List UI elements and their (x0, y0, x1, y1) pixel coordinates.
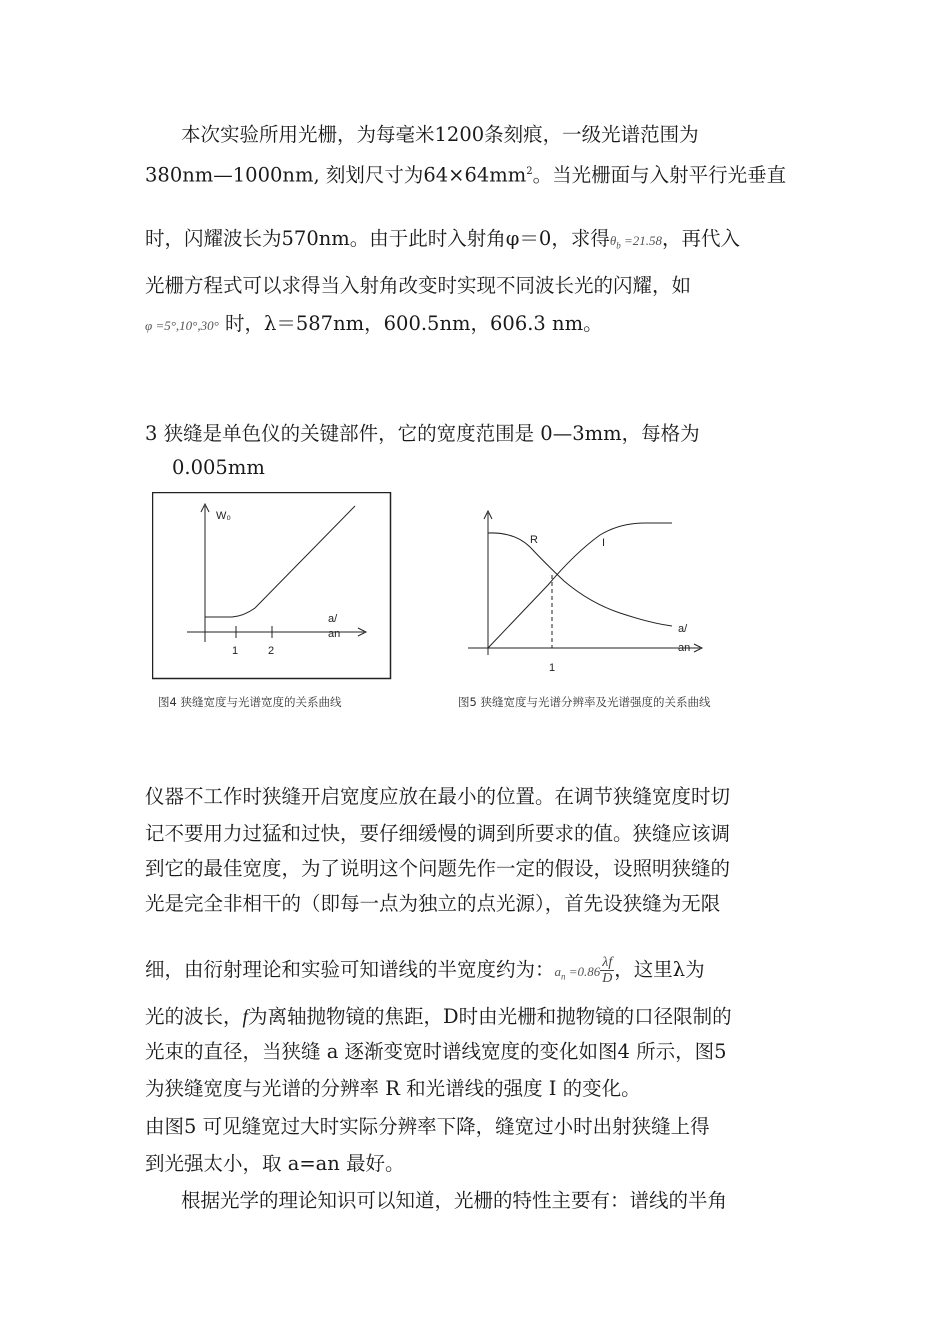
figure5-chart (460, 505, 720, 677)
para3-line1: 由图5 可见缝宽过大时实际分辨率下降，缝宽过小时出射狭缝上得 (145, 1115, 710, 1138)
half-width-formula: $a_n =0.86$ (554, 964, 601, 982)
para1-line3a: 时，闪耀波长为570nm。由于此时入射角φ＝0，求得 (145, 227, 610, 250)
para3-line2: 到光强太小，取 a=an 最好。 (145, 1152, 405, 1175)
figure5-xlabel-1: a/ (678, 623, 688, 635)
para2-line5b: ，这里λ为 (614, 958, 705, 981)
figure4-xlabel-1: a/ (328, 613, 338, 625)
item3-line2: 0.005mm (172, 456, 265, 479)
figure5-tick-label-1: 1 (549, 662, 556, 674)
para1-line3b: ，再代入 (662, 227, 741, 250)
para1-line3 (145, 225, 740, 260)
para1-line4: 光栅方程式可以求得当入射角改变时实现不同波长光的闪耀，如 (145, 274, 692, 297)
figure4-xlabel-2: an (328, 628, 341, 640)
item3-line1: 3 狭缝是单色仪的关键部件，它的宽度范围是 0—3mm，每格为 (145, 422, 700, 445)
para2-line5a: 细，由衍射理论和实验可知谱线的半宽度约为： (145, 958, 555, 981)
figure4-curve (205, 506, 355, 617)
figure5-curve-i (488, 523, 672, 648)
figure5-curve-r (488, 533, 672, 626)
figure5-label-r: R (530, 534, 538, 546)
para2-line6a: 光的波长， (145, 1005, 243, 1028)
theta-b-formula: $\theta_b =21.58$ (609, 233, 663, 251)
para1-line5-text: 时，λ＝587nm，600.5nm，606.3 nm。 (218, 312, 603, 335)
para2-line4: 光是完全非相干的（即每一点为独立的点光源），首先设狭缝为无限 (145, 892, 721, 915)
figure4-chart (152, 492, 392, 682)
para1-line2b: 。当光栅面与入射平行光垂直 (532, 163, 787, 187)
para2-line5 (145, 955, 705, 991)
para2-line7: 光束的直径，当狭缝 a 逐渐变宽时谱线宽度的变化如图4 所示，图5 (145, 1040, 727, 1063)
para2-line2: 记不要用力过猛和过快，要仔细缓慢的调到所要求的值。狭缝应该调 (145, 822, 731, 845)
figure4-tick-label-2: 2 (268, 645, 275, 657)
focal-length-symbol: f (242, 1007, 248, 1028)
figure4-ylabel: W₀ (216, 510, 231, 522)
para2-line6b: 为离轴抛物镜的焦距，D时由光栅和抛物镜的口径限制的 (247, 1005, 732, 1028)
para2-line1: 仪器不工作时狭缝开启宽度应放在最小的位置。在调节狭缝宽度时切 (145, 785, 731, 808)
para2-line3: 到它的最佳宽度，为了说明这个问题先作一定的假设，设照明狭缝的 (145, 857, 731, 880)
figure5-label-i: I (602, 537, 606, 549)
figure5-caption: 图5 狭缝宽度与光谱分辨率及光谱强度的关系曲线 (458, 695, 711, 709)
para2-line8: 为狭缝宽度与光谱的分辨率 R 和光谱线的强度 I 的变化。 (145, 1077, 641, 1100)
para4-line1: 根据光学的理论知识可以知道，光栅的特性主要有：谱线的半角 (181, 1189, 728, 1212)
para2-line6 (145, 1003, 732, 1032)
para1-line2 (145, 158, 786, 190)
half-width-fraction: $\frac{\lambda f}{D}$ (602, 955, 613, 986)
para1-line2-sup: 2 (526, 166, 533, 177)
figure5-xlabel-2: an (678, 642, 691, 654)
para1-line1: 本次实验所用光栅，为每毫米1200条刻痕，一级光谱范围为 (181, 123, 699, 146)
para1-line5 (145, 310, 603, 340)
phi-formula: φ =5°,10°,30° (145, 318, 219, 333)
figure4-tick-label-1: 1 (232, 645, 239, 657)
para1-line2a: 380nm—1000nm, 刻划尺寸为64×64mm (145, 163, 527, 187)
figure4-caption: 图4 狭缝宽度与光谱宽度的关系曲线 (158, 695, 342, 709)
